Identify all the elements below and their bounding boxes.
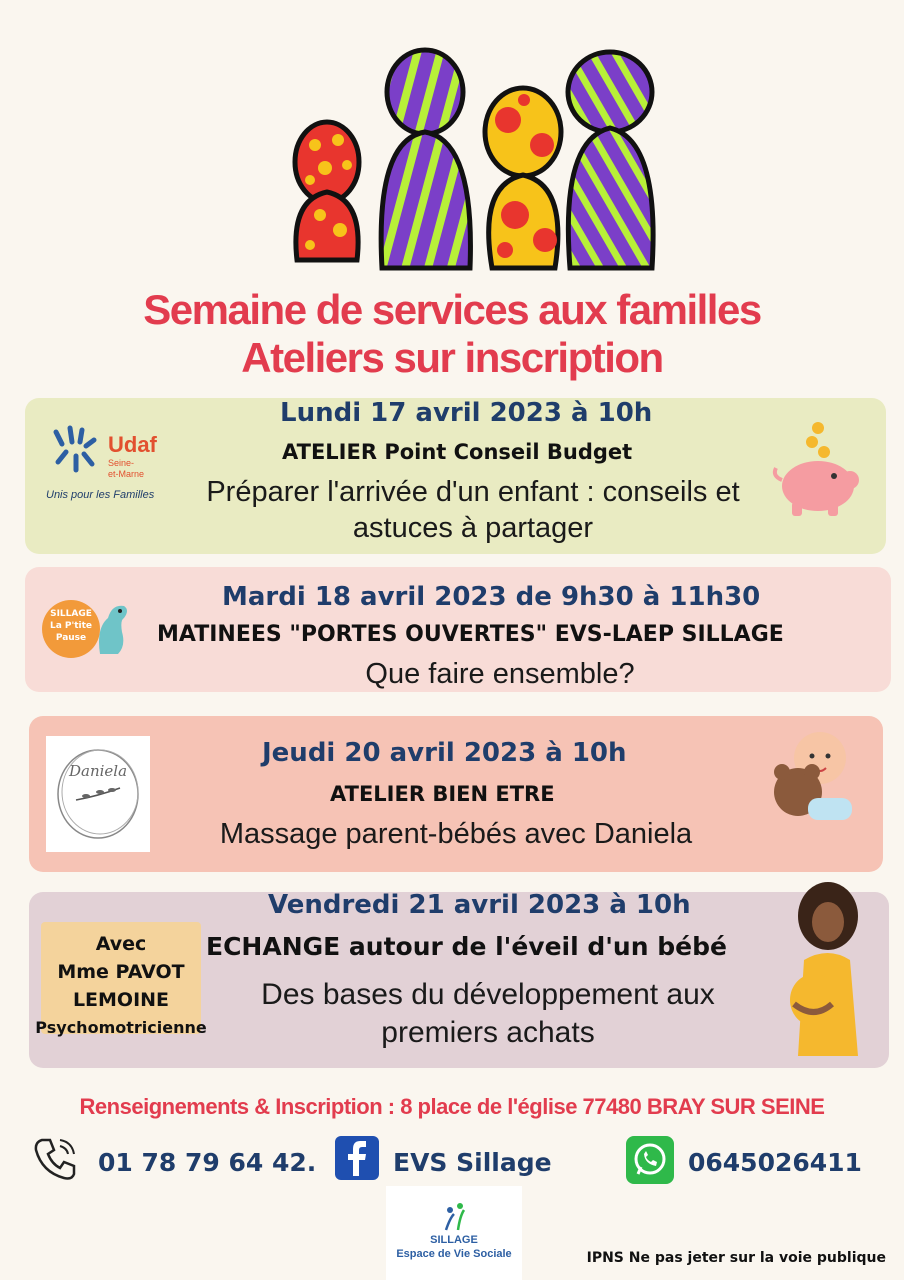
phone-icon	[32, 1136, 78, 1182]
event-description: Préparer l'arrivée d'un enfant : conseils et astuces à partager	[206, 476, 740, 544]
event-subtitle: ATELIER Point Conseil Budget	[282, 440, 633, 464]
whatsapp-number[interactable]: 0645026411	[688, 1148, 862, 1177]
event-description: Que faire ensemble?	[365, 658, 635, 690]
phone-number[interactable]: 01 78 79 64 42.	[98, 1148, 317, 1177]
baby-with-teddy-icon	[768, 728, 860, 824]
udaf-region: Seine- et-Marne	[108, 458, 145, 479]
udaf-brand: Udaf	[108, 432, 157, 457]
event-description: Des bases du développement aux premiers achats	[261, 978, 715, 1049]
whatsapp-icon	[626, 1136, 674, 1184]
event-date: Jeudi 20 avril 2023 à 10h	[262, 738, 627, 768]
event-date: Mardi 18 avril 2023 de 9h30 à 11h30	[222, 582, 761, 612]
event-subtitle: ATELIER BIEN ETRE	[330, 782, 555, 806]
figure-red-dots	[295, 122, 359, 260]
family-figures-illustration	[280, 40, 670, 280]
daniela-logo: Daniela	[46, 736, 150, 852]
ptite-pause-logo: SILLAGE La P'tite Pause	[42, 600, 100, 658]
sillage-logo: SILLAGE Espace de Vie Sociale	[386, 1186, 522, 1280]
dinosaur-icon	[90, 598, 132, 658]
pregnant-woman-icon	[784, 880, 864, 1056]
speaker-info: Avec Mme PAVOT LEMOINE Psychomotricienne	[35, 933, 207, 1037]
event-subtitle: ECHANGE autour de l'éveil d'un bébé	[206, 932, 727, 961]
sillage-people-icon	[440, 1200, 470, 1234]
ipns-footnote: IPNS Ne pas jeter sur la voie publique	[586, 1250, 886, 1266]
page-subtitle: Ateliers sur inscription	[241, 334, 663, 381]
page-title: Semaine de services aux familles	[143, 286, 761, 333]
udaf-slogan: Unis pour les Familles	[46, 489, 155, 501]
registration-info: Renseignements & Inscription : 8 place de l'église 77480 BRAY SUR SEINE	[79, 1094, 825, 1119]
event-description: Massage parent-bébés avec Daniela	[219, 818, 693, 850]
udaf-logo-icon	[48, 424, 104, 476]
facebook-page[interactable]: EVS Sillage	[393, 1148, 552, 1177]
event-date: Vendredi 21 avril 2023 à 10h	[268, 890, 691, 920]
event-subtitle: MATINEES "PORTES OUVERTES" EVS-LAEP SILLAGE	[157, 622, 784, 647]
daniela-wreath-icon	[54, 744, 142, 844]
piggy-bank-icon	[768, 418, 860, 518]
event-date: Lundi 17 avril 2023 à 10h	[280, 398, 653, 428]
facebook-icon	[335, 1136, 379, 1180]
